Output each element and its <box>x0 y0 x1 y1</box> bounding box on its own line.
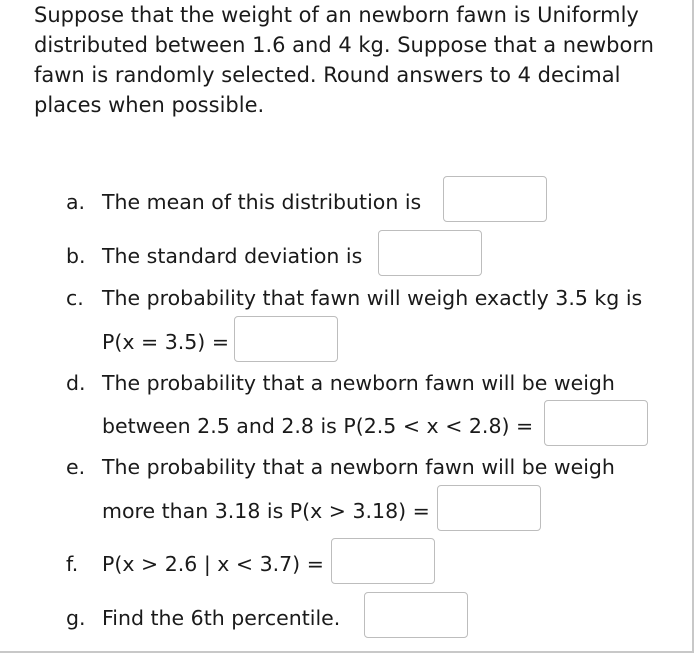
answer-d-input[interactable] <box>544 400 648 446</box>
item-e-letter: e. <box>66 455 86 479</box>
item-e-text: The probability that a newborn fawn will be weigh <box>102 455 615 479</box>
answer-g-input[interactable] <box>364 592 468 638</box>
item-d-continuation: between 2.5 and 2.8 is P(2.5 < x < 2.8) = <box>102 414 534 438</box>
item-f-text: P(x > 2.6 | x < 3.7) = <box>102 552 324 576</box>
answer-a-input[interactable] <box>443 176 547 222</box>
item-f-letter: f. <box>66 552 79 576</box>
item-b-letter: b. <box>66 244 86 268</box>
item-b <box>66 242 362 270</box>
item-a-text: The mean of this distribution is <box>102 190 422 214</box>
item-d-text: The probability that a newborn fawn will be weigh <box>102 371 615 395</box>
item-d <box>66 369 615 397</box>
item-c-text: The probability that fawn will weigh exactly 3.5 kg is <box>102 286 643 310</box>
answer-f-input[interactable] <box>331 538 435 584</box>
item-e <box>66 453 615 481</box>
item-c-letter: c. <box>66 286 84 310</box>
answer-b-input[interactable] <box>378 230 482 276</box>
item-g-letter: g. <box>66 606 86 630</box>
question-prompt: Suppose that the weight of an newborn fawn is Uniformly distributed between 1.6 and 4 kg. Suppose that a newborn fawn is randomly selected. Round answers to 4 decimal places when possible. <box>34 3 654 117</box>
answer-c-input[interactable] <box>234 316 338 362</box>
item-b-text: The standard deviation is <box>102 244 363 268</box>
item-g-text: Find the 6th percentile. <box>102 606 341 630</box>
item-e-continuation: more than 3.18 is P(x > 3.18) = <box>102 499 430 523</box>
answer-e-input[interactable] <box>437 485 541 531</box>
item-c-continuation: P(x = 3.5) = <box>102 330 229 354</box>
item-d-letter: d. <box>66 371 86 395</box>
item-a <box>66 188 421 216</box>
item-g <box>66 604 340 632</box>
item-f <box>66 550 324 578</box>
item-c <box>66 284 642 312</box>
item-a-letter: a. <box>66 190 86 214</box>
